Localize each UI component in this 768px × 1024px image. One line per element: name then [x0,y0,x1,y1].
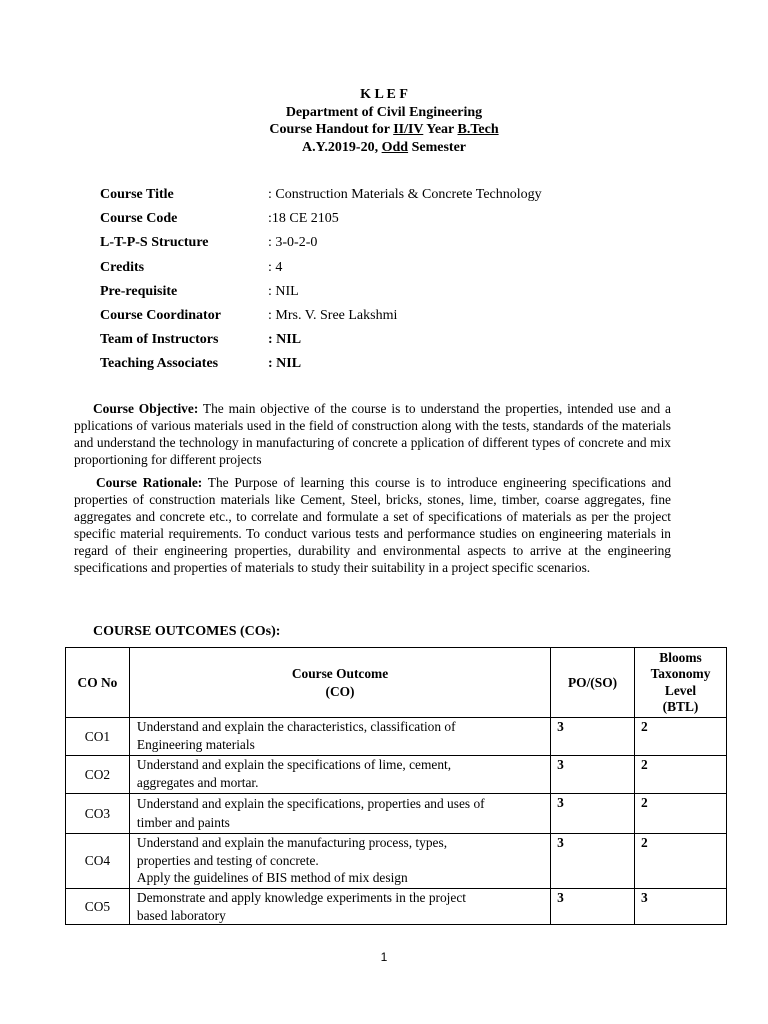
info-row-instructors: Team of Instructors : NIL [100,332,302,348]
info-row-ltps: L-T-P-S Structure : 3-0-2-0 [100,235,318,251]
info-row-course-title: Course Title : Construction Materials & Concrete Technology [100,187,542,202]
table-row [66,794,727,834]
course-outcomes-heading: COURSE OUTCOMES (COs): [93,624,281,639]
co-description: Understand and explain the characteristics, classification of Engineering materials [129,718,550,756]
co-number: CO5 [66,889,130,925]
btl-value: 2 [635,834,727,889]
info-row-prerequisite: Pre-requisite : NIL [100,283,299,299]
co-number: CO3 [66,794,130,834]
info-row-course-code: Course Code :18 CE 2105 [100,211,339,227]
co-description: Understand and explain the manufacturing process, types, properties and testing of concrete. Apply the guidelines of BIS method of mix design [129,834,550,889]
course-info [100,185,542,379]
po-value: 3 [551,794,635,834]
co-number: CO4 [66,834,130,889]
co-description: Demonstrate and apply knowledge experiments in the project based laboratory [129,889,550,925]
co-number: CO2 [66,756,130,794]
table-header-row [66,648,727,718]
course-objective: Course Objective: The main objective of the course is to understand the properties, intended use and a pplications of various materials used in the field of construction along with the tests, standards of the materials and understand the technology in manufacturing of concrete a pplication of different types of concrete and mix proportioning for different projects [74,401,671,467]
table-row [66,718,727,756]
page-number: 1 [380,950,388,964]
course-outcomes-table [65,647,727,925]
co-description: Understand and explain the specifications of lime, cement, aggregates and mortar. [129,756,550,794]
table-row [66,889,727,925]
table-row [66,756,727,794]
btl-value: 2 [635,794,727,834]
po-value: 3 [551,889,635,925]
col-header-po-so: PO/(SO) [551,648,635,718]
co-description: Understand and explain the specifications, properties and uses of timber and paints [129,794,550,834]
academic-year: A.Y.2019-20, Odd Semester [302,139,466,155]
table-row [66,834,727,889]
info-row-credits: Credits : 4 [100,259,283,275]
btl-value: 3 [635,889,727,925]
info-row-coordinator: Course Coordinator : Mrs. V. Sree Lakshmi [100,307,398,323]
info-row-associates: Teaching Associates : NIL [100,356,302,372]
col-header-course-outcome: Course Outcome (CO) [129,648,550,718]
col-header-co-no: CO No [66,648,130,718]
btl-value: 2 [635,718,727,756]
po-value: 3 [551,718,635,756]
department-name: Department of Civil Engineering [285,104,483,120]
org-name: K L E F [360,87,408,102]
po-value: 3 [551,756,635,794]
btl-value: 2 [635,756,727,794]
course-rationale: Course Rationale: The Purpose of learning this course is to introduce engineering specifications and properties of construction materials like Cement, Steel, bricks, stones, lime, timber, coarse aggregates, fine aggregates and concrete etc., to correlate and formulate a set of specifications of materials as per the project specific material requirements. To conduct various tests and performance studies on engineering materials in regard of their engineering properties, durability and environmental aspects to arrive at the engineering specifications and properties of materials to study their suitability in a project specific scenarios. [74,475,672,575]
co-number: CO1 [66,718,130,756]
handout-title: Course Handout for II/IV Year B.Tech [269,122,499,137]
document-header [0,86,768,156]
col-header-btl: Blooms Taxonomy Level (BTL) [635,648,727,718]
po-value: 3 [551,834,635,889]
